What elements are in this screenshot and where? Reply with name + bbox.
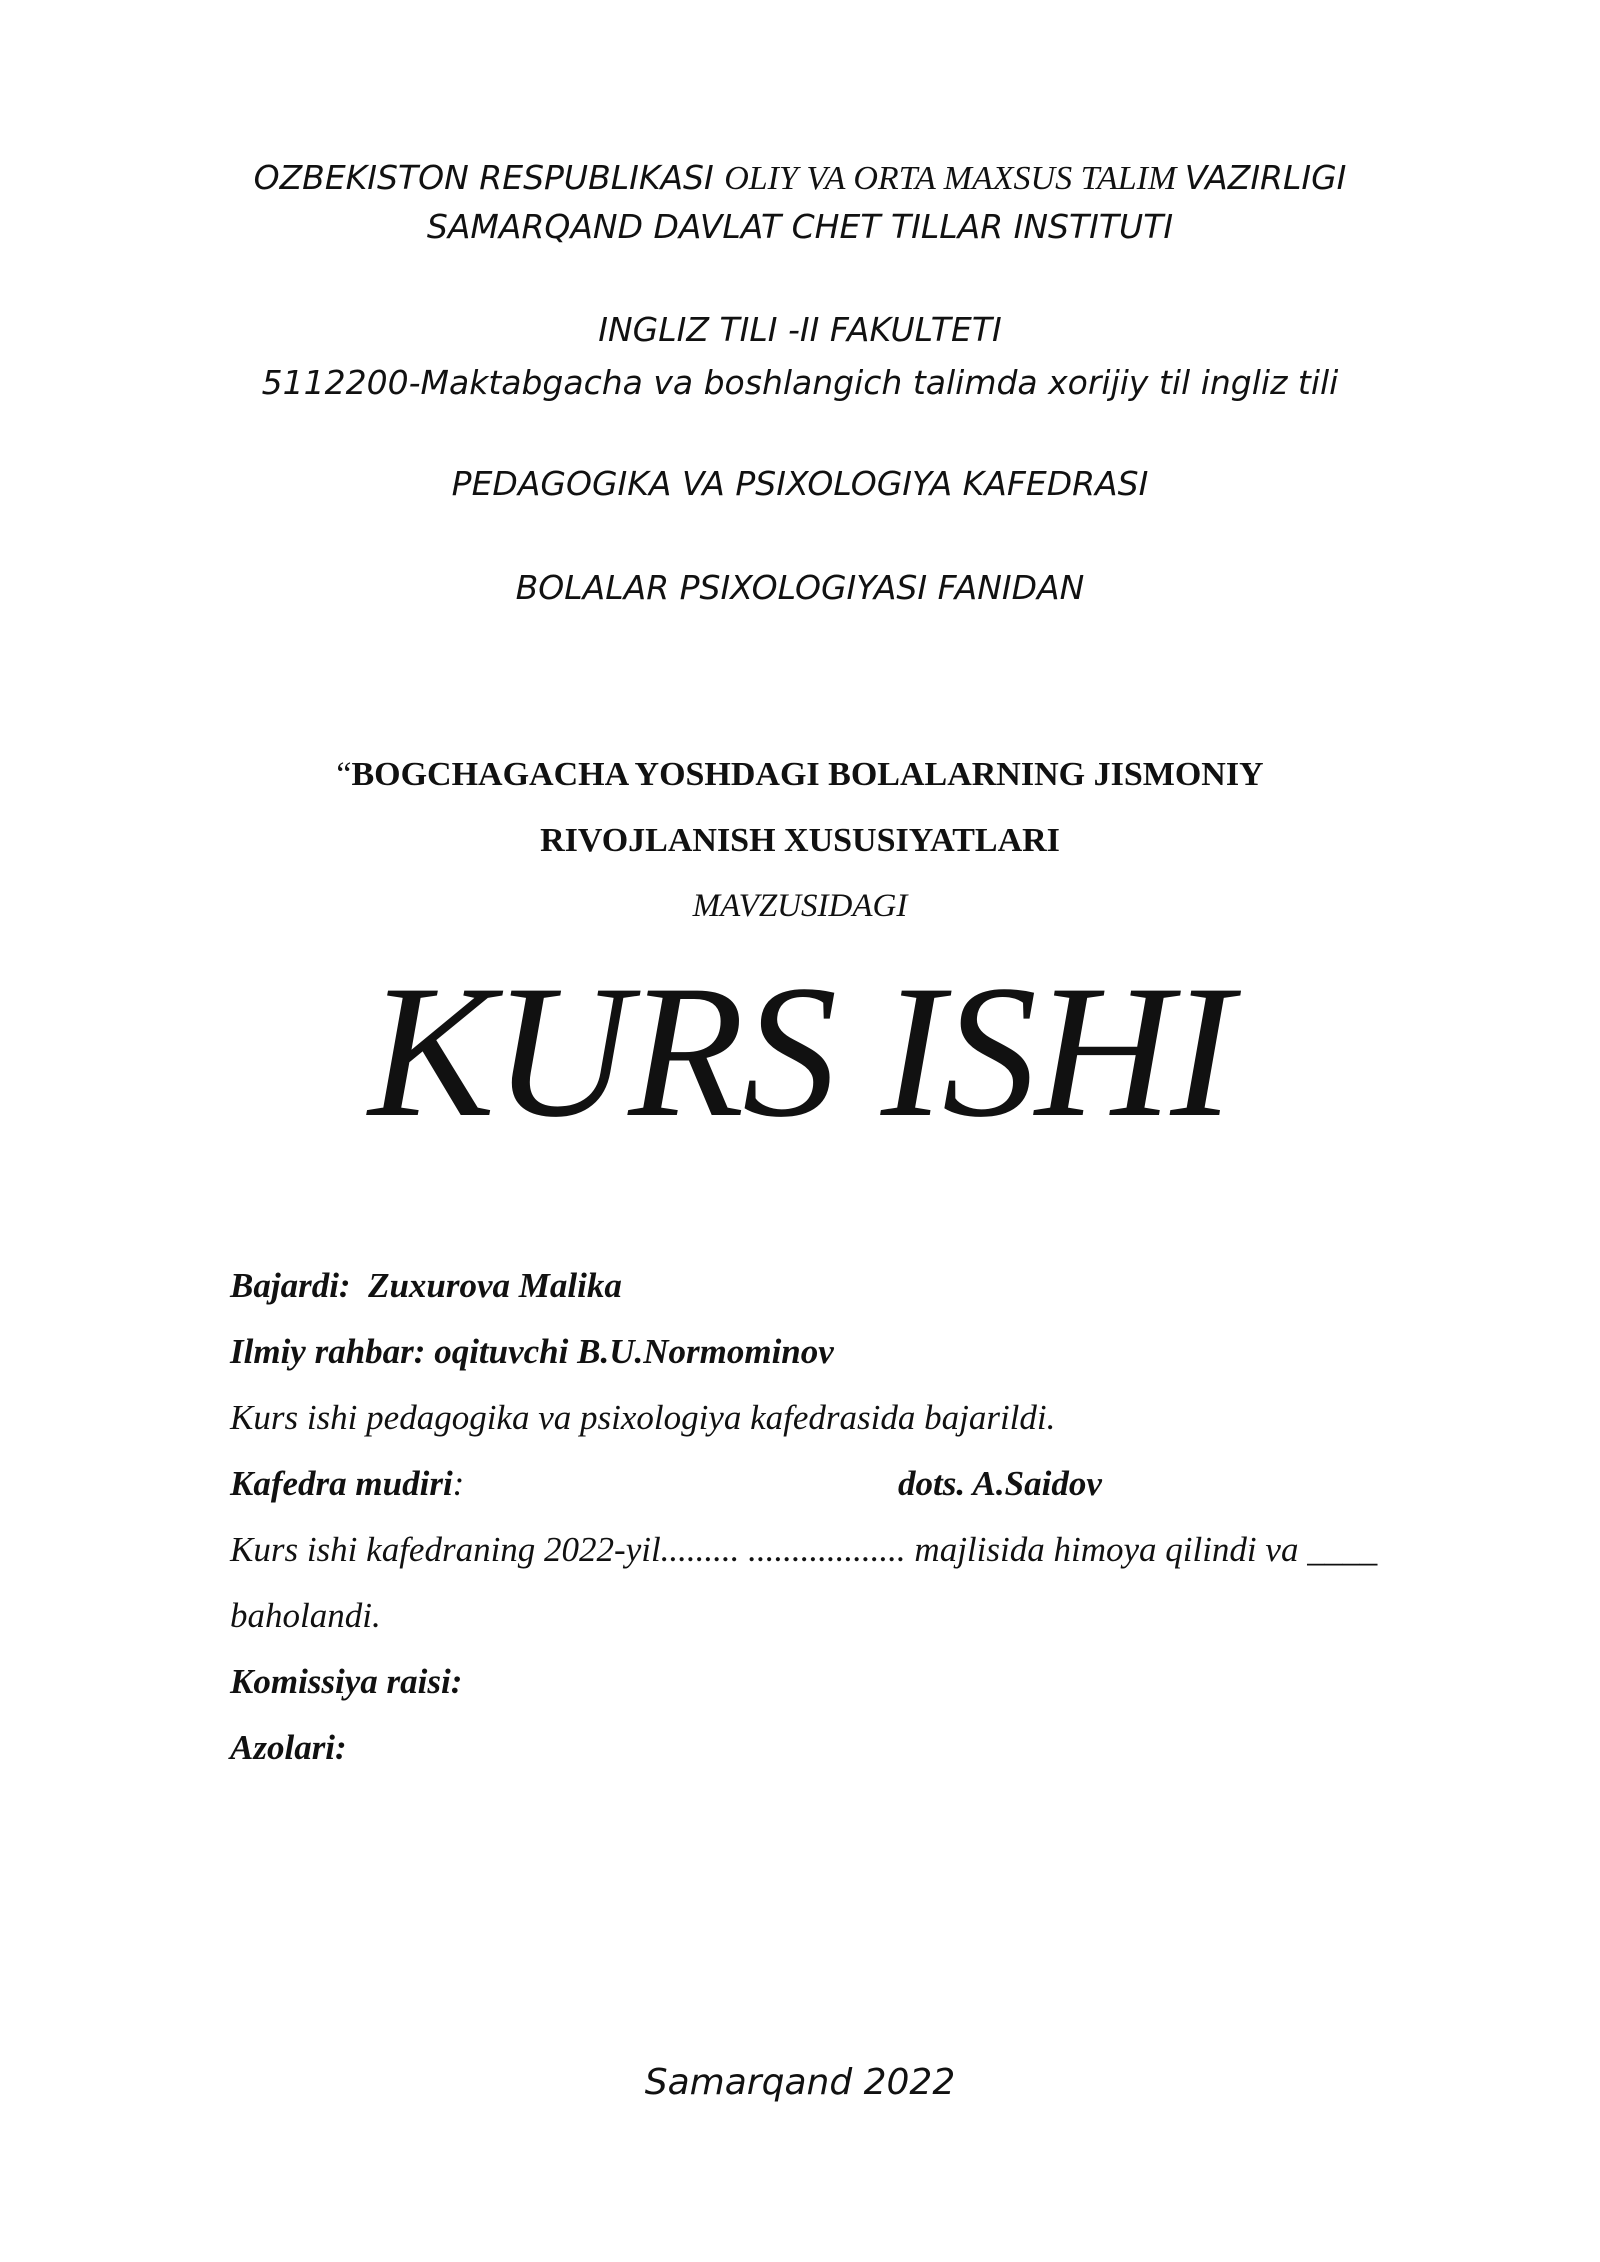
topic-line-2: RIVOJLANISH XUSUSIYATLARI	[540, 822, 1060, 859]
department-name: PEDAGOGIKA VA PSIXOLOGIYA KAFEDRASI	[451, 464, 1149, 503]
azolari-label: Azolari:	[230, 1728, 347, 1767]
footer-place-year: Samarqand 2022	[644, 2062, 956, 2103]
mudir-value: dots. A.Saidov	[898, 1464, 1102, 1503]
document-title: KURS ISHI	[368, 947, 1232, 1157]
mavzusidagi-label: MAVZUSIDAGI	[692, 888, 908, 924]
topic-text-1: BOGCHAGACHA YOSHDAGI BOLALARNING JISMONIY	[351, 756, 1264, 793]
specialty-name: 5112200-Maktabgacha va boshlangich talimda xorijiy til ingliz tili	[261, 363, 1339, 402]
komissiya-label: Komissiya raisi:	[230, 1662, 463, 1701]
mudir-colon: :	[452, 1464, 465, 1503]
ministry-part1: OZBEKISTON RESPUBLIKASI	[253, 158, 725, 197]
defense-line-2: baholandi.	[230, 1596, 381, 1635]
ministry-part3: VAZIRLIGI	[1184, 158, 1347, 197]
bajardi-value: Zuxurova Malika	[368, 1266, 622, 1305]
ministry-part2: OLIY VA ORTA MAXSUS TALIM	[724, 160, 1185, 197]
topic-open-quote: “	[336, 756, 352, 793]
rahbar-line: Ilmiy rahbar: oqituvchi B.U.Normominov	[230, 1332, 834, 1371]
mudir-label: Kafedra mudiri	[230, 1464, 453, 1503]
topic-line-1	[0, 756, 1600, 794]
completed-note: Kurs ishi pedagogika va psixologiya kafedrasida bajarildi.	[230, 1398, 1056, 1437]
mudir-line	[230, 1464, 464, 1504]
subject-name: BOLALAR PSIXOLOGIYASI FANIDAN	[515, 568, 1085, 607]
defense-line: Kurs ishi kafedraning 2022-yil......... .................. majlisida himoya qilindi va ____	[230, 1530, 1378, 1569]
ministry-line	[0, 158, 1600, 198]
bajardi-label: Bajardi:	[230, 1266, 351, 1305]
bajardi-line	[230, 1266, 622, 1306]
institute-name: SAMARQAND DAVLAT CHET TILLAR INSTITUTI	[426, 207, 1174, 246]
faculty-name: INGLIZ TILI -II FAKULTETI	[598, 310, 1002, 349]
